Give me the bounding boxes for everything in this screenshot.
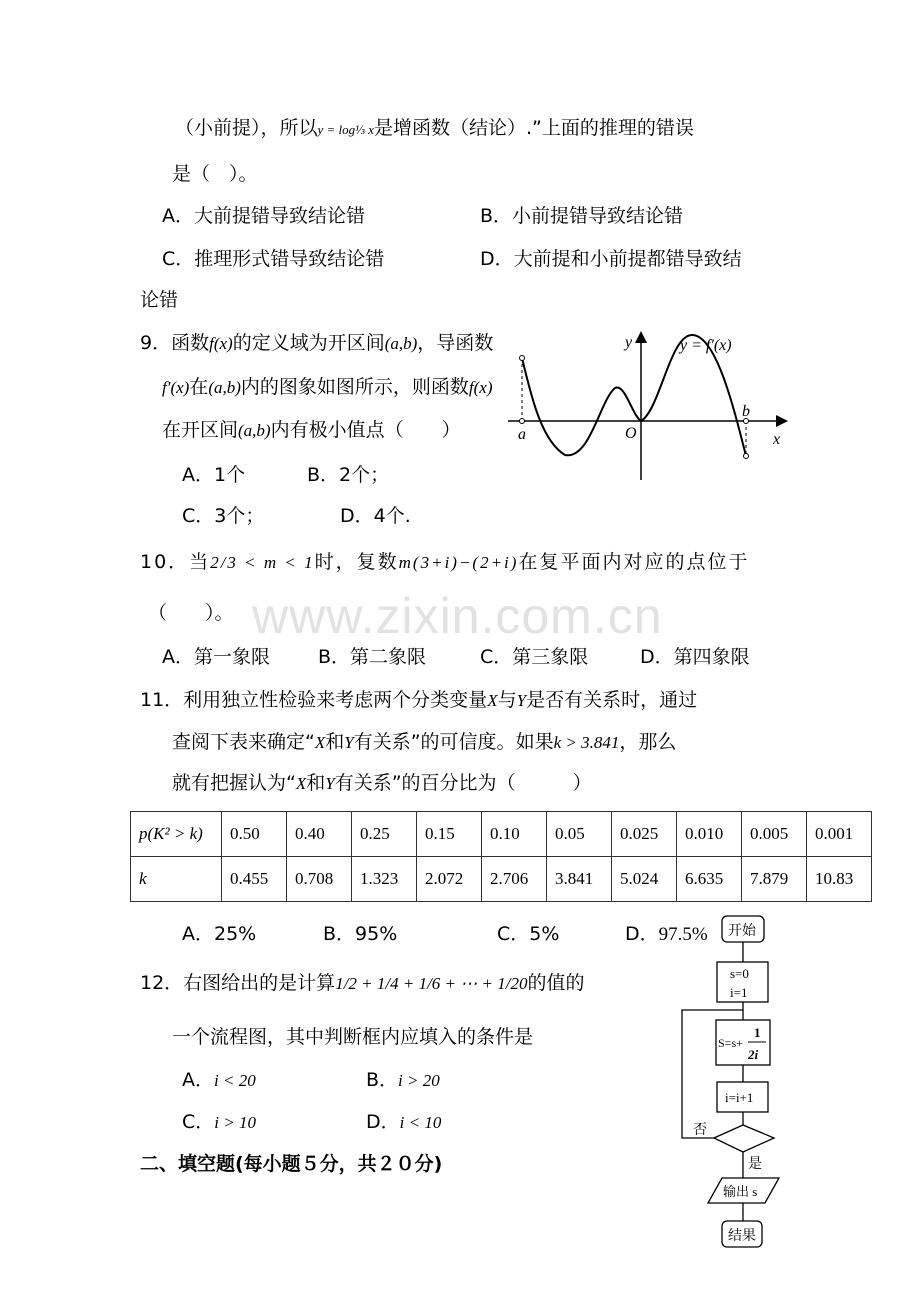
table-cell: 0.10: [482, 812, 547, 857]
q8-line2: 是（ ）。: [172, 163, 258, 185]
q8-line1: （小前提），所以y = log⅓ x是增函数（结论）.”上面的推理的错误: [175, 117, 694, 139]
flow-start: 开始: [728, 924, 756, 939]
q10-option-b: B．第二象限: [318, 646, 427, 668]
a-label: a: [518, 426, 526, 443]
flow-init-i: i=1: [730, 985, 748, 1000]
q11-option-d: D．97.5%: [625, 923, 708, 945]
q10-line1: 10．当2/3 < m < 1时，复数m(3+i)−(2+i)在复平面内对应的点位于: [140, 551, 750, 573]
flow-output: 输出 s: [723, 1184, 758, 1199]
q8-option-d: D．大前提和小前提都错导致结: [480, 248, 742, 270]
q11-line3: 就有把握认为“X和Y有关系”的百分比为（ ）: [172, 772, 592, 794]
table-cell: 7.879: [742, 857, 807, 902]
q11-option-b: B．95%: [323, 923, 398, 945]
q9-line3: 在开区间(a,b)内有极小值点（ ）: [162, 419, 461, 441]
watermark: www.zixin.com.cn: [252, 588, 663, 644]
q9-option-c: C．3个；: [182, 505, 265, 527]
table-cell: 0.05: [547, 812, 612, 857]
flow-update: S=s+: [718, 1036, 743, 1050]
table-cell: 0.25: [352, 812, 417, 857]
b-label: b: [742, 403, 750, 420]
flow-frac-num: 1: [754, 1025, 761, 1040]
table-cell: 2.706: [482, 857, 547, 902]
critical-value-table: [130, 811, 872, 902]
q9-line2: f′(x)在(a,b)内的图象如图所示，则函数f(x): [162, 376, 493, 398]
q10-option-d: D．第四象限: [640, 646, 750, 668]
endpoint-marker: [744, 454, 749, 459]
q11-option-c: C．5%: [497, 923, 560, 945]
curve-label: y = f′(x): [680, 337, 732, 354]
q8-option-a: A．大前提错导致结论错: [162, 205, 365, 227]
flow-no-label: 否: [693, 1123, 707, 1138]
flow-frac-den: 2i: [748, 1047, 759, 1062]
y-label: y: [625, 334, 633, 351]
q9-option-d: D．4个.: [340, 505, 411, 527]
table-row-p: [131, 812, 872, 857]
q12-option-d: D．i < 10: [366, 1111, 442, 1133]
q9-option-a: A．1个: [182, 464, 246, 486]
q11-line1: 11．利用独立性检验来考虑两个分类变量X与Y是否有关系时，通过: [140, 689, 698, 711]
table-cell: 2.072: [417, 857, 482, 902]
table-cell: 0.455: [222, 857, 287, 902]
q12-option-a: A．i < 20: [182, 1069, 256, 1091]
q12-line1: 12．右图给出的是计算1/2 + 1/4 + 1/6 + ⋯ + 1/20的值的: [140, 972, 585, 994]
q8-option-b: B．小前提错导致结论错: [480, 205, 684, 227]
table-row-k: [131, 857, 872, 902]
table-cell: 0.15: [417, 812, 482, 857]
table-cell: 0.025: [612, 812, 677, 857]
q8-wrap: 论错: [140, 289, 179, 311]
table-cell: 3.841: [547, 857, 612, 902]
origin-label: O: [625, 425, 637, 442]
x-label: x: [773, 431, 781, 448]
header-k: k: [131, 857, 222, 902]
flowchart: [660, 910, 800, 1260]
q11-option-a: A．25%: [182, 923, 257, 945]
q12-line2: 一个流程图，其中判断框内应填入的条件是: [172, 1026, 534, 1048]
table-cell: 0.708: [287, 857, 352, 902]
q8-option-c: C．推理形式错导致结论错: [162, 248, 385, 270]
q11-line2: 查阅下表来确定“X和Y有关系”的可信度。如果k > 3.841，那么: [172, 731, 677, 753]
flow-init-s: s=0: [730, 966, 749, 981]
q10-option-c: C．第三象限: [480, 646, 589, 668]
table-cell: 1.323: [352, 857, 417, 902]
flow-end: 结果: [728, 1229, 756, 1244]
table-cell: 0.50: [222, 812, 287, 857]
section-2-heading: 二、填空题(每小题５分，共２０分): [140, 1153, 443, 1175]
table-cell: 6.635: [677, 857, 742, 902]
derivative-graph: [500, 320, 800, 490]
flow-increment: i=i+1: [725, 1090, 754, 1105]
endpoint-marker: [520, 356, 525, 361]
flow-yes-label: 是: [748, 1157, 762, 1172]
table-cell: 10.83: [807, 857, 872, 902]
q9-line1: 9．函数f(x)的定义域为开区间(a,b)，导函数: [140, 332, 494, 354]
q10-option-a: A．第一象限: [162, 646, 270, 668]
table-cell: 0.40: [287, 812, 352, 857]
table-cell: 5.024: [612, 857, 677, 902]
table-cell: 0.001: [807, 812, 872, 857]
table-cell: 0.005: [742, 812, 807, 857]
q9-option-b: B．2个；: [307, 464, 390, 486]
header-p: p(K² > k): [131, 812, 222, 857]
endpoint-marker: [520, 419, 525, 424]
table-cell: 0.010: [677, 812, 742, 857]
q10-line2: （ ）。: [148, 602, 234, 624]
q12-option-c: C．i > 10: [182, 1111, 256, 1133]
q12-option-b: B．i > 20: [366, 1069, 440, 1091]
